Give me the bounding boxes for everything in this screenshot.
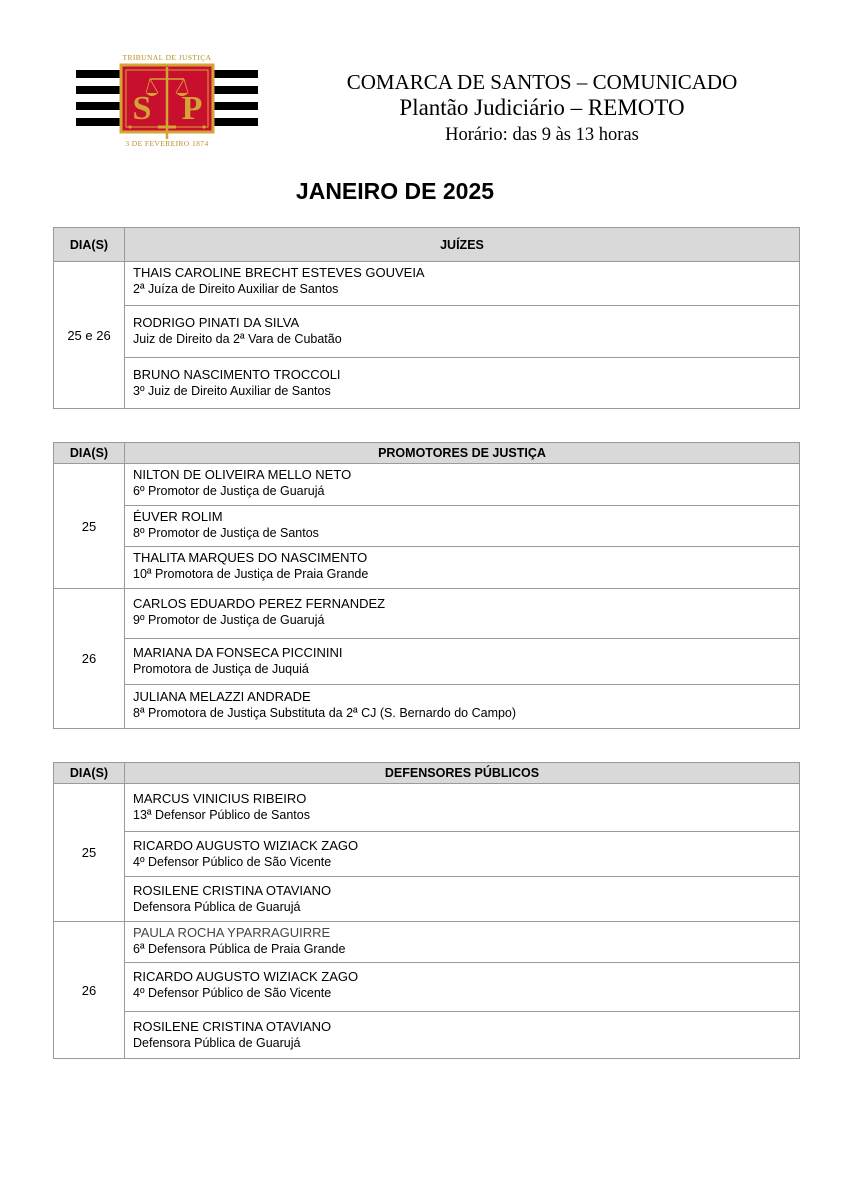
person-role: 10ª Promotora de Justiça de Praia Grande — [133, 567, 369, 581]
person-cell — [125, 262, 800, 306]
person-role: 4º Defensor Público de São Vicente — [133, 986, 332, 1000]
person-name: ROSILENE CRISTINA OTAVIANO — [133, 883, 332, 898]
table-row — [54, 639, 800, 685]
header-horario: Horário: das 9 às 13 horas — [445, 125, 639, 145]
person-name: BRUNO NASCIMENTO TROCCOLI — [133, 367, 341, 382]
person-name: THALITA MARQUES DO NASCIMENTO — [133, 550, 368, 565]
person-role: 3º Juiz de Direito Auxiliar de Santos — [133, 384, 331, 398]
person-role: 8º Promotor de Justiça de Santos — [133, 526, 319, 540]
table-row — [54, 306, 800, 358]
header-comarca: COMARCA DE SANTOS – COMUNICADO — [346, 70, 738, 94]
person-name: RICARDO AUGUSTO WIZIACK ZAGO — [133, 969, 359, 984]
person-name: ROSILENE CRISTINA OTAVIANO — [133, 1019, 332, 1034]
day-cell: 25 — [54, 464, 125, 589]
person-role: Juiz de Direito da 2ª Vara de Cubatão — [133, 332, 342, 346]
person-cell — [125, 832, 800, 877]
day-cell: 26 — [54, 589, 125, 729]
col-header-title: DEFENSORES PÚBLICOS — [125, 763, 800, 784]
table-header-row — [54, 763, 800, 784]
person-name: THAIS CAROLINE BRECHT ESTEVES GOUVEIA — [133, 265, 425, 280]
person-name: MARCUS VINICIUS RIBEIRO — [133, 791, 307, 806]
person-name: JULIANA MELAZZI ANDRADE — [133, 689, 311, 704]
person-cell — [125, 464, 800, 506]
col-header-title: JUÍZES — [125, 228, 800, 262]
person-role: Defensora Pública de Guarujá — [133, 1036, 301, 1050]
person-role: 13ª Defensor Público de Santos — [133, 808, 310, 822]
person-role: 4º Defensor Público de São Vicente — [133, 855, 332, 869]
table-row — [54, 589, 800, 639]
person-role: 9º Promotor de Justiça de Guarujá — [133, 613, 325, 627]
person-role: Promotora de Justiça de Juquiá — [133, 662, 309, 676]
judges-table — [53, 227, 800, 409]
table-row — [54, 547, 800, 589]
col-header-title: PROMOTORES DE JUSTIÇA — [125, 443, 800, 464]
logo-caption-bottom: 3 DE FEVEREIRO 1874 — [125, 139, 209, 148]
day-cell: 25 e 26 — [54, 262, 125, 409]
person-cell — [125, 506, 800, 547]
person-cell — [125, 784, 800, 832]
person-cell — [125, 963, 800, 1012]
col-header-day: DIA(S) — [54, 228, 125, 262]
prosecutors-table — [53, 442, 800, 729]
person-name: NILTON DE OLIVEIRA MELLO NETO — [133, 467, 352, 482]
person-cell — [125, 639, 800, 685]
table-header-row — [54, 443, 800, 464]
page-title: JANEIRO DE 2025 — [295, 178, 495, 204]
defenders-table — [53, 762, 800, 1059]
person-role: 8ª Promotora de Justiça Substituta da 2ª CJ (S. Bernardo do Campo) — [133, 706, 517, 720]
table-row — [54, 784, 800, 832]
table-row — [54, 685, 800, 729]
person-cell — [125, 589, 800, 639]
person-role: 2ª Juíza de Direito Auxiliar de Santos — [133, 282, 339, 296]
person-cell — [125, 922, 800, 963]
person-cell — [125, 685, 800, 729]
person-name: RICARDO AUGUSTO WIZIACK ZAGO — [133, 838, 359, 853]
logo-caption-top: TRIBUNAL DE JUSTIÇA — [122, 53, 212, 62]
header-plantao: Plantão Judiciário – REMOTO — [399, 95, 685, 120]
person-cell — [125, 547, 800, 589]
table-row — [54, 464, 800, 506]
person-role: 6ª Defensora Pública de Praia Grande — [133, 942, 346, 956]
col-header-day: DIA(S) — [54, 763, 125, 784]
day-cell: 26 — [54, 922, 125, 1059]
table-row — [54, 1012, 800, 1059]
person-cell — [125, 1012, 800, 1059]
tjsp-logo — [76, 53, 258, 151]
col-header-day: DIA(S) — [54, 443, 125, 464]
table-row — [54, 506, 800, 547]
person-name: MARIANA DA FONSECA PICCININI — [133, 645, 343, 660]
logo-letter-p: P — [181, 90, 203, 127]
person-name: CARLOS EDUARDO PEREZ FERNANDEZ — [133, 596, 386, 611]
day-cell: 25 — [54, 784, 125, 922]
table-row — [54, 877, 800, 922]
table-row — [54, 262, 800, 306]
table-row — [54, 922, 800, 963]
person-name: RODRIGO PINATI DA SILVA — [133, 315, 300, 330]
person-cell — [125, 358, 800, 409]
person-name: PAULA ROCHA YPARRAGUIRRE — [133, 925, 331, 940]
logo-letter-s: S — [132, 90, 152, 127]
person-role: 6º Promotor de Justiça de Guarujá — [133, 484, 325, 498]
table-row — [54, 963, 800, 1012]
table-header-row — [54, 228, 800, 262]
table-row — [54, 832, 800, 877]
person-cell — [125, 306, 800, 358]
table-row — [54, 358, 800, 409]
person-role: Defensora Pública de Guarujá — [133, 900, 301, 914]
person-cell — [125, 877, 800, 922]
person-name: ÉUVER ROLIM — [133, 509, 223, 524]
